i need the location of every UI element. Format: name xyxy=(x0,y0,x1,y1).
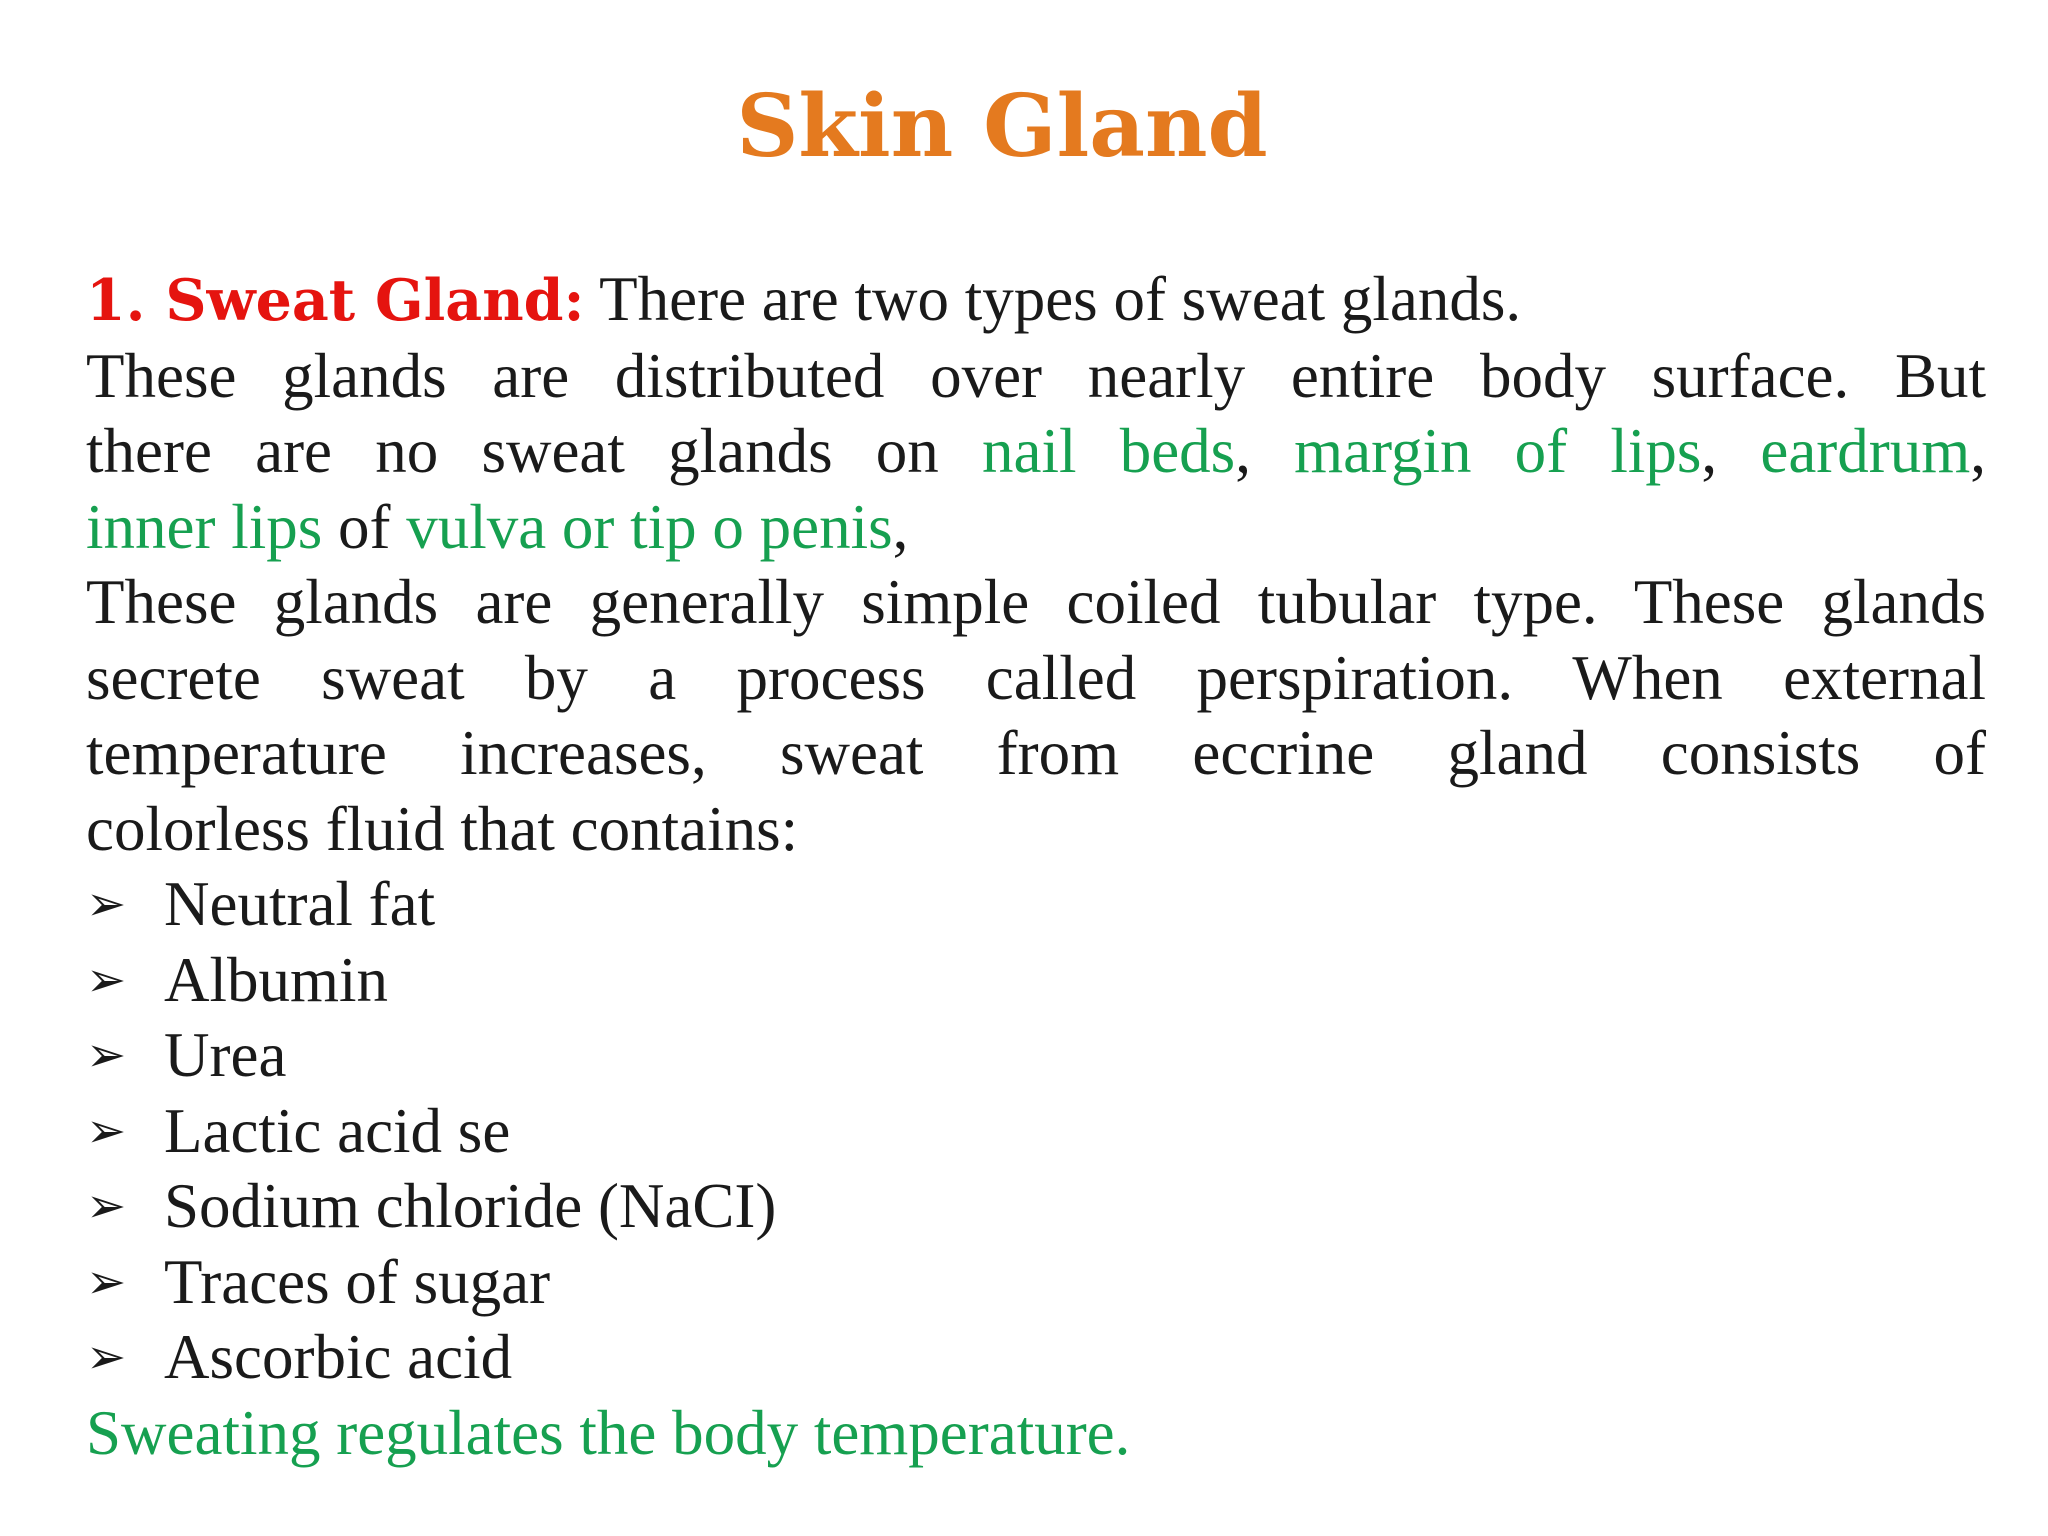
slide-title: Skin Gland xyxy=(736,76,1268,177)
list-item-text: Ascorbic acid xyxy=(164,1322,513,1392)
slide-content xyxy=(86,262,1986,1471)
arrow-bullet-icon: ➢ xyxy=(86,1102,127,1159)
arrow-bullet-icon: ➢ xyxy=(86,1329,127,1385)
highlight-inner-lips: inner lips xyxy=(86,491,323,562)
paragraph1-line2 xyxy=(86,414,1986,490)
paragraph2-line2: secrete sweat by a process called perspiration. When external xyxy=(86,642,1986,713)
of-text: of xyxy=(322,491,407,562)
arrow-bullet-icon: ➢ xyxy=(86,1178,127,1234)
contents-list xyxy=(86,867,1986,1396)
section-heading: 1. Sweat Gland: xyxy=(86,267,585,334)
arrow-bullet-icon: ➢ xyxy=(86,1027,127,1083)
paragraph1-line1: These glands are distributed over nearly entire body surface. But xyxy=(86,340,1986,411)
list-item xyxy=(86,1320,1986,1396)
highlight-eardrum: eardrum xyxy=(1760,416,1971,486)
closing-statement: Sweating regulates the body temperature. xyxy=(86,1397,1131,1468)
list-item-text: Lactic acid se xyxy=(164,1095,511,1166)
list-item-text: Albumin xyxy=(164,944,389,1015)
list-item xyxy=(86,1018,1986,1094)
highlight-margin-of-lips: margin of lips xyxy=(1294,416,1702,486)
intro-text: There are two types of sweat glands. xyxy=(584,264,1522,334)
list-item xyxy=(86,943,1986,1019)
paragraph1-line2-prefix: there are no sweat glands on xyxy=(86,416,983,486)
list-item-text: Urea xyxy=(164,1020,287,1090)
arrow-bullet-icon: ➢ xyxy=(86,951,127,1008)
list-item xyxy=(86,1169,1986,1245)
end-comma: , xyxy=(892,491,909,562)
paragraph2-line3: temperature increases, sweat from eccrine gland consists of xyxy=(86,718,1986,788)
list-item xyxy=(86,867,1986,943)
paragraph2-line1: These glands are generally simple coiled tubular type. These glands xyxy=(86,567,1986,637)
highlight-nail-beds: nail beds xyxy=(982,416,1236,486)
list-item xyxy=(86,1245,1986,1321)
separator-1: , xyxy=(1235,416,1295,486)
arrow-bullet-icon: ➢ xyxy=(86,876,127,932)
arrow-bullet-icon: ➢ xyxy=(86,1253,127,1310)
separator-3: , xyxy=(1970,416,1987,486)
paragraph1-line3 xyxy=(86,490,1986,566)
list-item-text: Traces of sugar xyxy=(164,1246,551,1317)
list-item xyxy=(86,1094,1986,1170)
intro-line xyxy=(86,262,1986,339)
list-item-text: Neutral fat xyxy=(164,869,436,939)
separator-2: , xyxy=(1701,416,1761,486)
highlight-vulva: vulva or tip o penis xyxy=(406,491,893,562)
list-item-text: Sodium chloride (NaCI) xyxy=(164,1171,777,1241)
paragraph2-line4: colorless fluid that contains: xyxy=(86,793,799,864)
